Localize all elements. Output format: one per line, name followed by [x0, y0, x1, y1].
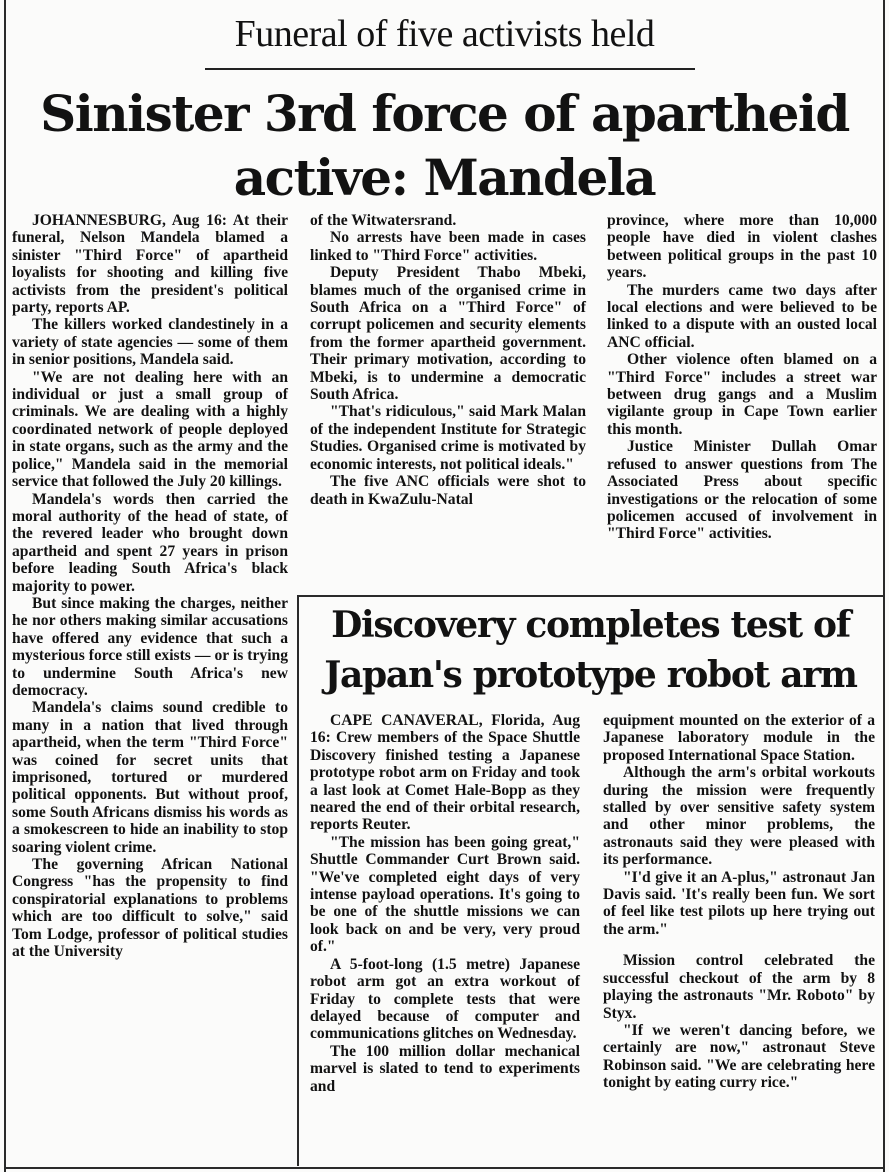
kicker-headline: Funeral of five activists held — [234, 13, 655, 55]
story2-paragraph — [310, 712, 580, 834]
story2-dateline: CAPE CANAVERAL, Florida, — [330, 712, 545, 729]
story2-paragraph: A 5-foot-long (1.5 metre) Japanese robot arm got an extra workout of Friday to complete tests that were delayed because of computer and communications glitches on Wednesday. — [310, 955, 580, 1043]
story2-paragraph: Although the arm's orbital workouts during the mission were frequently stalled by over sensitive safety system and other minor problems, the astronauts said they were pleased with its performance. — [603, 764, 875, 869]
story1-lede: At their funeral, Nelson Mandela blamed a sinister "Third Force" of apartheid loyalists for shooting and killing five activists from the president's political party, reports AP. — [12, 212, 288, 317]
paragraph-gap — [603, 938, 875, 952]
story2-column1 — [310, 712, 580, 1095]
story1-paragraph: Mandela's claims sound credible to many in a nation that lived through apartheid, when the term "Third Force" was coined for secret units that imprisoned, tortured or murdered political opponents. But without proof, some South Africans dismiss his words as a smokescreen to hide an inability to stop soaring violent crime. — [12, 699, 288, 856]
story1-paragraph: Deputy President Thabo Mbeki, blames much of the organised crime in South Africa on a "Third Force" of corrupt policemen and security elements from the former apartheid government. Their primary motivation, according to Mbeki, is to undermine a democratic South Africa. — [310, 264, 586, 404]
story1-paragraph: But since making the charges, neither he nor others making similar accusations have offered any evidence that such a mysterious force still exists — or is trying to undermine South Africa's new democracy. — [12, 594, 288, 699]
story1-paragraph: The murders came two days after local elections and were believed to be linked to a dispute with an ousted local ANC official. — [607, 281, 877, 351]
story2-paragraph: equipment mounted on the exterior of a Japanese laboratory module in the proposed International Space Station. — [603, 712, 875, 764]
story1-column3 — [607, 212, 877, 543]
main-headline-line1: Sinister 3rd force of apartheid — [40, 84, 849, 143]
story2-headline-line2: Japan's prototype robot arm — [324, 654, 857, 696]
story1-dateline: JOHANNESBURG, Aug 16: — [32, 212, 227, 229]
story2-headline — [300, 600, 881, 700]
story2-headline-line1: Discovery completes test of — [331, 604, 850, 646]
main-headline-line2: active: Mandela — [233, 148, 656, 207]
story1-paragraph: Other violence often blamed on a "Third Force" includes a street war between drug gangs and a Muslim vigilante group in Cape Town earlier this month. — [607, 351, 877, 438]
story2-lede: Aug 16: Crew members of the Space Shuttle Discovery finished testing a Japanese prototype robot arm on Friday and took a last look at Comet Hale-Bopp as they neared the end of their orbital research, reports Reuter. — [310, 712, 580, 834]
story1-paragraph: No arrests have been made in cases linked to "Third Force" activities. — [310, 229, 586, 264]
story2-paragraph: "I'd give it an A-plus," astronaut Jan Davis said. 'It's really been fun. We sort of feel like test pilots up here trying out the arm." — [603, 868, 875, 938]
story1-paragraph: of the Witwatersrand. — [310, 212, 457, 229]
kicker-underline — [205, 68, 695, 70]
story2-left-rule — [297, 595, 299, 1166]
story1-paragraph: Mandela's words then carried the moral authority of the head of state, of the revered leader who brought down apartheid and spent 27 years in prison before leading South Africa's black majority to power. — [12, 490, 288, 595]
story2-paragraph: "If we weren't dancing before, we certainly are now," astronaut Steve Robinson said. "We are celebrating here tonight by eating curry rice." — [603, 1021, 875, 1092]
story1-paragraph: Justice Minister Dullah Omar refused to answer questions from The Associated Press about specific investigations or the relocation of some policemen accused of involvement in "Third Force" activities. — [607, 438, 877, 543]
story1-paragraph — [12, 212, 288, 316]
main-headline — [0, 82, 889, 210]
story2-paragraph: Mission control celebrated the successful checkout of the arm by 8 playing the astronauts "Mr. Roboto" by Styx. — [603, 952, 875, 1022]
story1-paragraph: The five ANC officials were shot to death in KwaZulu-Natal — [310, 473, 586, 508]
story1-paragraph: The killers worked clandestinely in a variety of state agencies — some of them in senior positions, Mandela said. — [12, 316, 288, 369]
story2-paragraph: The 100 million dollar mechanical marvel is slated to tend to experiments and — [310, 1042, 580, 1095]
story1-paragraph: The governing African National Congress "has the propensity to find conspiratorial explanations to problems which are too difficult to solve," said Tom Lodge, professor of political studies at the University — [12, 856, 288, 961]
story2-paragraph: "The mission has been going great," Shuttle Commander Curt Brown said. "We've completed eight days of very intense payload operations. It's going to be one of the shuttle missions we can look back on and be very, very proud of." — [310, 833, 580, 956]
story1-column1 — [12, 212, 288, 960]
frame-bottom-border — [4, 1167, 885, 1169]
story1-paragraph: "That's ridiculous," said Mark Malan of the independent Institute for Strategic Studies. Organised crime is motivated by economic interests, not political ideals." — [310, 403, 586, 473]
story1-paragraph: "We are not dealing here with an individual or just a small group of criminals. We are dealing with a highly coordinated network of people deployed in state organs, such as the army and the police," Mandela said in the memorial service that followed the July 20 killings. — [12, 368, 288, 491]
story2-top-rule — [297, 595, 883, 597]
story1-paragraph: province, where more than 10,000 people have died in violent clashes between political groups in the past 10 years. — [607, 212, 877, 282]
story1-column2 — [310, 212, 586, 508]
story2-column2 — [603, 712, 875, 1092]
